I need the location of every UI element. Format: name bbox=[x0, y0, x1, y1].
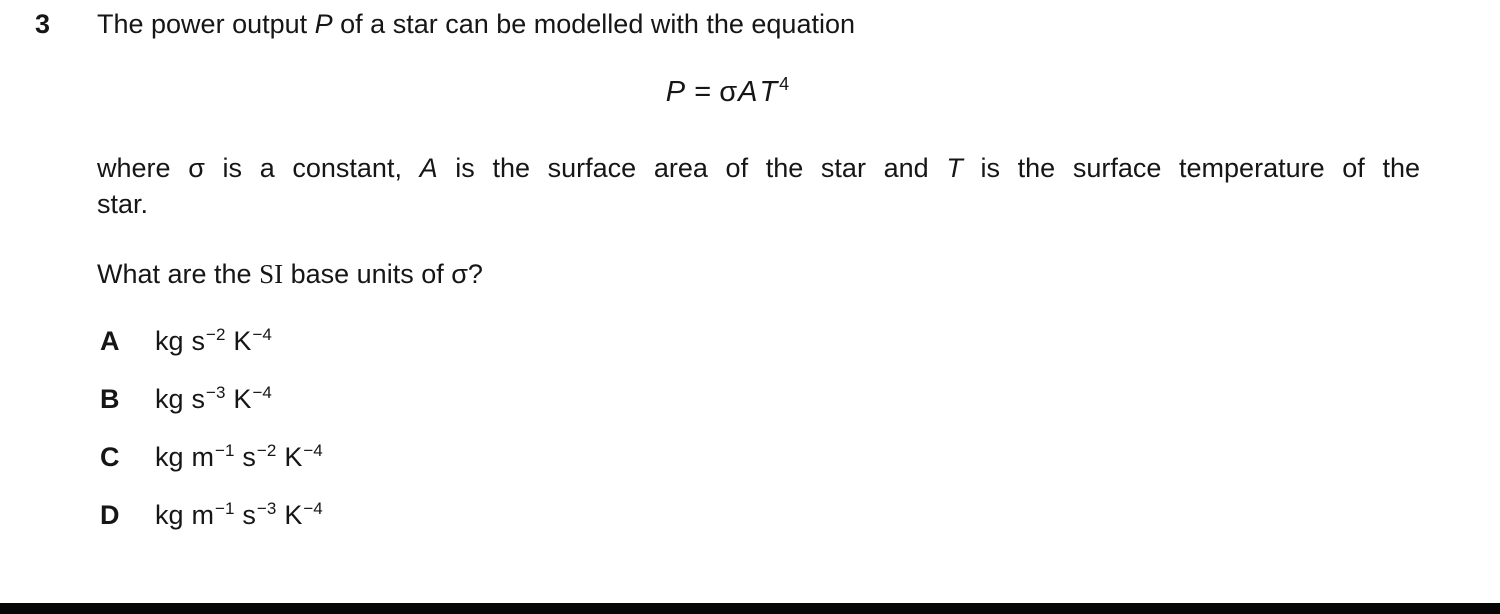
def-text-3: is the surface area of the star and bbox=[437, 153, 947, 183]
question-prompt bbox=[97, 259, 483, 290]
definition-paragraph bbox=[97, 150, 1420, 222]
unit-symbol: kg bbox=[155, 500, 184, 530]
unit-symbol: s bbox=[242, 500, 256, 530]
unit-symbol: K bbox=[284, 442, 303, 472]
option-units bbox=[155, 326, 272, 357]
unit-symbol: K bbox=[233, 326, 252, 356]
unit-exponent: −4 bbox=[252, 325, 272, 344]
unit-symbol: s bbox=[191, 384, 206, 414]
def-text-1: where bbox=[97, 153, 189, 183]
def-sigma: σ bbox=[188, 153, 205, 183]
unit-exponent: −3 bbox=[206, 383, 226, 402]
prompt-text-3: ? bbox=[467, 259, 483, 289]
definition-line1 bbox=[97, 150, 1420, 186]
option-units bbox=[155, 442, 323, 473]
prompt-si: SI bbox=[259, 259, 284, 289]
equation-exponent: 4 bbox=[779, 74, 790, 94]
unit-symbol: kg bbox=[155, 326, 184, 356]
unit-symbol: s bbox=[242, 442, 256, 472]
prompt-sigma: σ bbox=[451, 259, 468, 289]
def-var-a: A bbox=[419, 153, 438, 183]
options-list bbox=[100, 326, 323, 558]
unit-symbol: m bbox=[191, 500, 215, 530]
equation-equals: = bbox=[686, 76, 720, 108]
unit-symbol: K bbox=[284, 500, 303, 530]
unit-exponent: −1 bbox=[215, 441, 235, 460]
prompt-text-1: What are the bbox=[97, 259, 260, 289]
unit-exponent: −1 bbox=[215, 499, 235, 518]
def-text-4: is the surface temperature of the bbox=[962, 153, 1420, 183]
unit-symbol: kg bbox=[155, 384, 184, 414]
option-letter: B bbox=[100, 384, 120, 414]
unit-exponent: −4 bbox=[252, 383, 272, 402]
option-letter: C bbox=[100, 442, 120, 472]
option-units bbox=[155, 500, 323, 531]
option-row-a bbox=[100, 326, 323, 384]
equation bbox=[97, 76, 1357, 109]
definition-line2: star. bbox=[97, 189, 149, 219]
unit-symbol: kg bbox=[155, 442, 184, 472]
unit-exponent: −2 bbox=[206, 325, 226, 344]
unit-exponent: −4 bbox=[303, 441, 323, 460]
def-text-2: is a constant, bbox=[204, 153, 420, 183]
option-row-c bbox=[100, 442, 323, 500]
unit-exponent: −4 bbox=[303, 499, 323, 518]
equation-var-a: A bbox=[738, 76, 758, 108]
def-var-t: T bbox=[946, 153, 963, 183]
question-intro bbox=[35, 9, 855, 40]
option-row-d bbox=[100, 500, 323, 558]
unit-symbol: K bbox=[233, 384, 252, 414]
intro-text-pre: The power output bbox=[97, 9, 315, 39]
option-letter: D bbox=[100, 500, 120, 530]
intro-var-p: P bbox=[314, 9, 333, 39]
unit-exponent: −2 bbox=[256, 441, 277, 460]
option-letter: A bbox=[100, 326, 120, 356]
unit-symbol: m bbox=[191, 442, 215, 472]
question-intro-text bbox=[97, 9, 855, 39]
equation-sigma: σ bbox=[719, 76, 738, 108]
bottom-page-bar bbox=[0, 603, 1500, 614]
unit-symbol: s bbox=[191, 326, 206, 356]
equation-var-t: T bbox=[759, 76, 778, 108]
option-units bbox=[155, 384, 272, 415]
unit-exponent: −3 bbox=[256, 499, 277, 518]
intro-text-post: of a star can be modelled with the equation bbox=[332, 9, 855, 39]
question-number: 3 bbox=[35, 9, 51, 39]
equation-var-p: P bbox=[665, 76, 686, 108]
prompt-text-2: base units of bbox=[283, 259, 452, 289]
option-row-b bbox=[100, 384, 323, 442]
